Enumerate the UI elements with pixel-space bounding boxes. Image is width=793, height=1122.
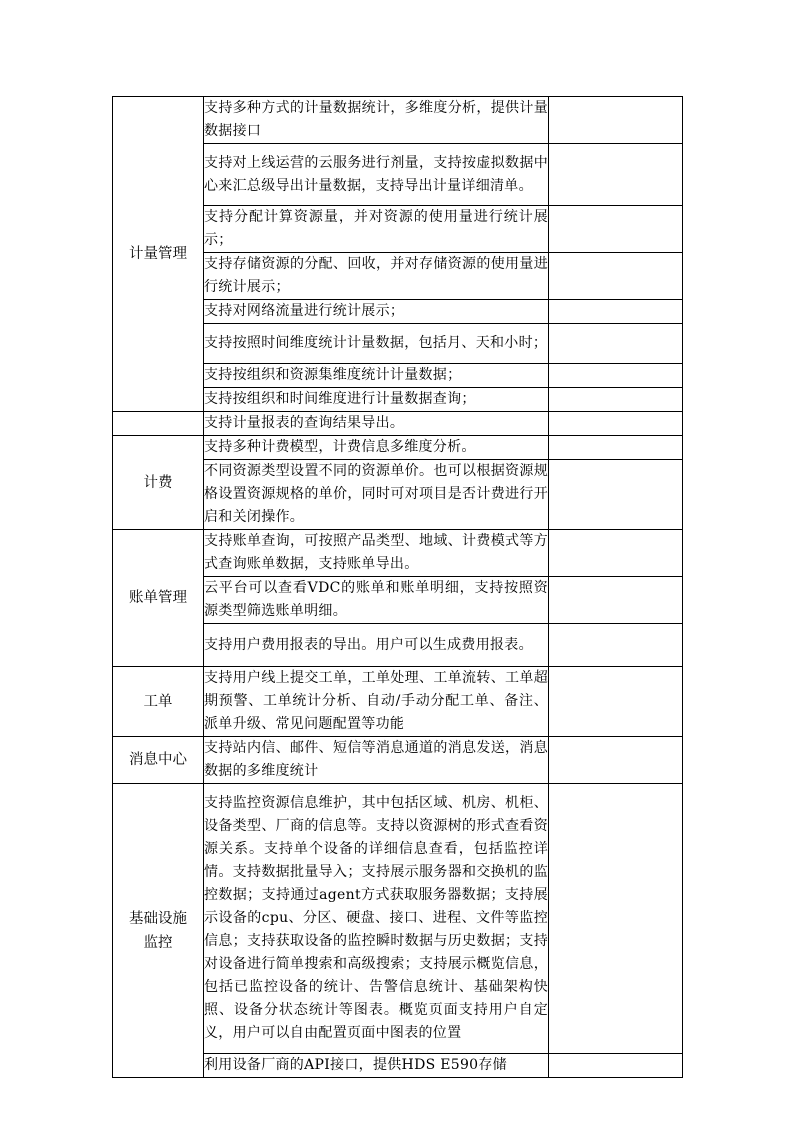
category-cell: 工单: [113, 667, 204, 737]
requirement-description: 支持多种方式的计量数据统计，多维度分析，提供计量数据接口: [204, 97, 549, 144]
table-row: [113, 784, 683, 1054]
requirement-description: 支持按组织和资源集维度统计计量数据；: [204, 364, 549, 388]
requirements-table: [112, 96, 683, 1078]
table-row: [113, 530, 683, 577]
requirement-description: 支持站内信、邮件、短信等消息通道的消息发送，消息数据的多维度统计: [204, 737, 549, 784]
category-cell: [113, 412, 204, 436]
empty-remarks-cell: [549, 412, 683, 436]
requirement-description: 支持按照时间维度统计计量数据，包括月、天和小时；: [204, 324, 549, 364]
requirement-description: 支持账单查询，可按照产品类型、地域、计费模式等方式查询账单数据，支持账单导出。: [204, 530, 549, 577]
requirement-description: 云平台可以查看VDC的账单和账单明细，支持按照资源类型筛选账单明细。: [204, 577, 549, 624]
empty-remarks-cell: [549, 737, 683, 784]
empty-remarks-cell: [549, 530, 683, 577]
empty-remarks-cell: [549, 324, 683, 364]
requirement-description: 支持监控资源信息维护，其中包括区域、机房、机柜、设备类型、厂商的信息等。支持以资源树的形式查看资源关系。支持单个设备的详细信息查看，包括监控详情。支持数据批量导入；支持展示服务器和交换机的监控数据；支持通过agent方式获取服务器数据；支持展示设备的cpu、分区、硬盘、接口、进程、文件等监控信息；支持获取设备的监控瞬时数据与历史数据；支持对设备进行简单搜索和高级搜索；支持展示概览信息，包括已监控设备的统计、告警信息统计、基础架构快照、设备分状态统计等图表。概览页面支持用户自定义，用户可以自由配置页面中图表的位置: [204, 784, 549, 1054]
empty-remarks-cell: [549, 206, 683, 253]
empty-remarks-cell: [549, 364, 683, 388]
requirement-description: 支持对上线运营的云服务进行剂量，支持按虚拟数据中心来汇总级导出计量数据，支持导出计量详细清单。: [204, 144, 549, 206]
empty-remarks-cell: [549, 97, 683, 144]
empty-remarks-cell: [549, 253, 683, 300]
empty-remarks-cell: [549, 436, 683, 460]
requirement-description: 支持计量报表的查询结果导出。: [204, 412, 549, 436]
empty-remarks-cell: [549, 1054, 683, 1078]
category-cell: 计量管理: [113, 97, 204, 412]
empty-remarks-cell: [549, 784, 683, 1054]
category-cell: 计费: [113, 436, 204, 530]
category-cell: 账单管理: [113, 530, 204, 667]
table-row: [113, 436, 683, 460]
empty-remarks-cell: [549, 667, 683, 737]
empty-remarks-cell: [549, 460, 683, 530]
requirement-description: 支持用户线上提交工单，工单处理、工单流转、工单超期预警、工单统计分析、自动/手动分配工单、备注、派单升级、常见问题配置等功能: [204, 667, 549, 737]
empty-remarks-cell: [549, 300, 683, 324]
requirement-description: 支持多种计费模型，计费信息多维度分析。: [204, 436, 549, 460]
table-row: [113, 412, 683, 436]
table-row: [113, 97, 683, 144]
table-row: [113, 667, 683, 737]
category-cell: 基础设施监控: [113, 784, 204, 1078]
empty-remarks-cell: [549, 577, 683, 624]
requirements-table-body: [113, 97, 683, 1078]
table-row: [113, 737, 683, 784]
requirement-description: 利用设备厂商的API接口，提供HDS E590存储: [204, 1054, 549, 1078]
requirement-description: 支持对网络流量进行统计展示；: [204, 300, 549, 324]
requirement-description: 支持分配计算资源量，并对资源的使用量进行统计展示；: [204, 206, 549, 253]
requirement-description: 不同资源类型设置不同的资源单价。也可以根据资源规格设置资源规格的单价，同时可对项目是否计费进行开启和关闭操作。: [204, 460, 549, 530]
requirement-description: 支持存储资源的分配、回收，并对存储资源的使用量进行统计展示；: [204, 253, 549, 300]
empty-remarks-cell: [549, 624, 683, 667]
empty-remarks-cell: [549, 388, 683, 412]
empty-remarks-cell: [549, 144, 683, 206]
requirement-description: 支持按组织和时间维度进行计量数据查询；: [204, 388, 549, 412]
category-cell: 消息中心: [113, 737, 204, 784]
requirement-description: 支持用户费用报表的导出。用户可以生成费用报表。: [204, 624, 549, 667]
